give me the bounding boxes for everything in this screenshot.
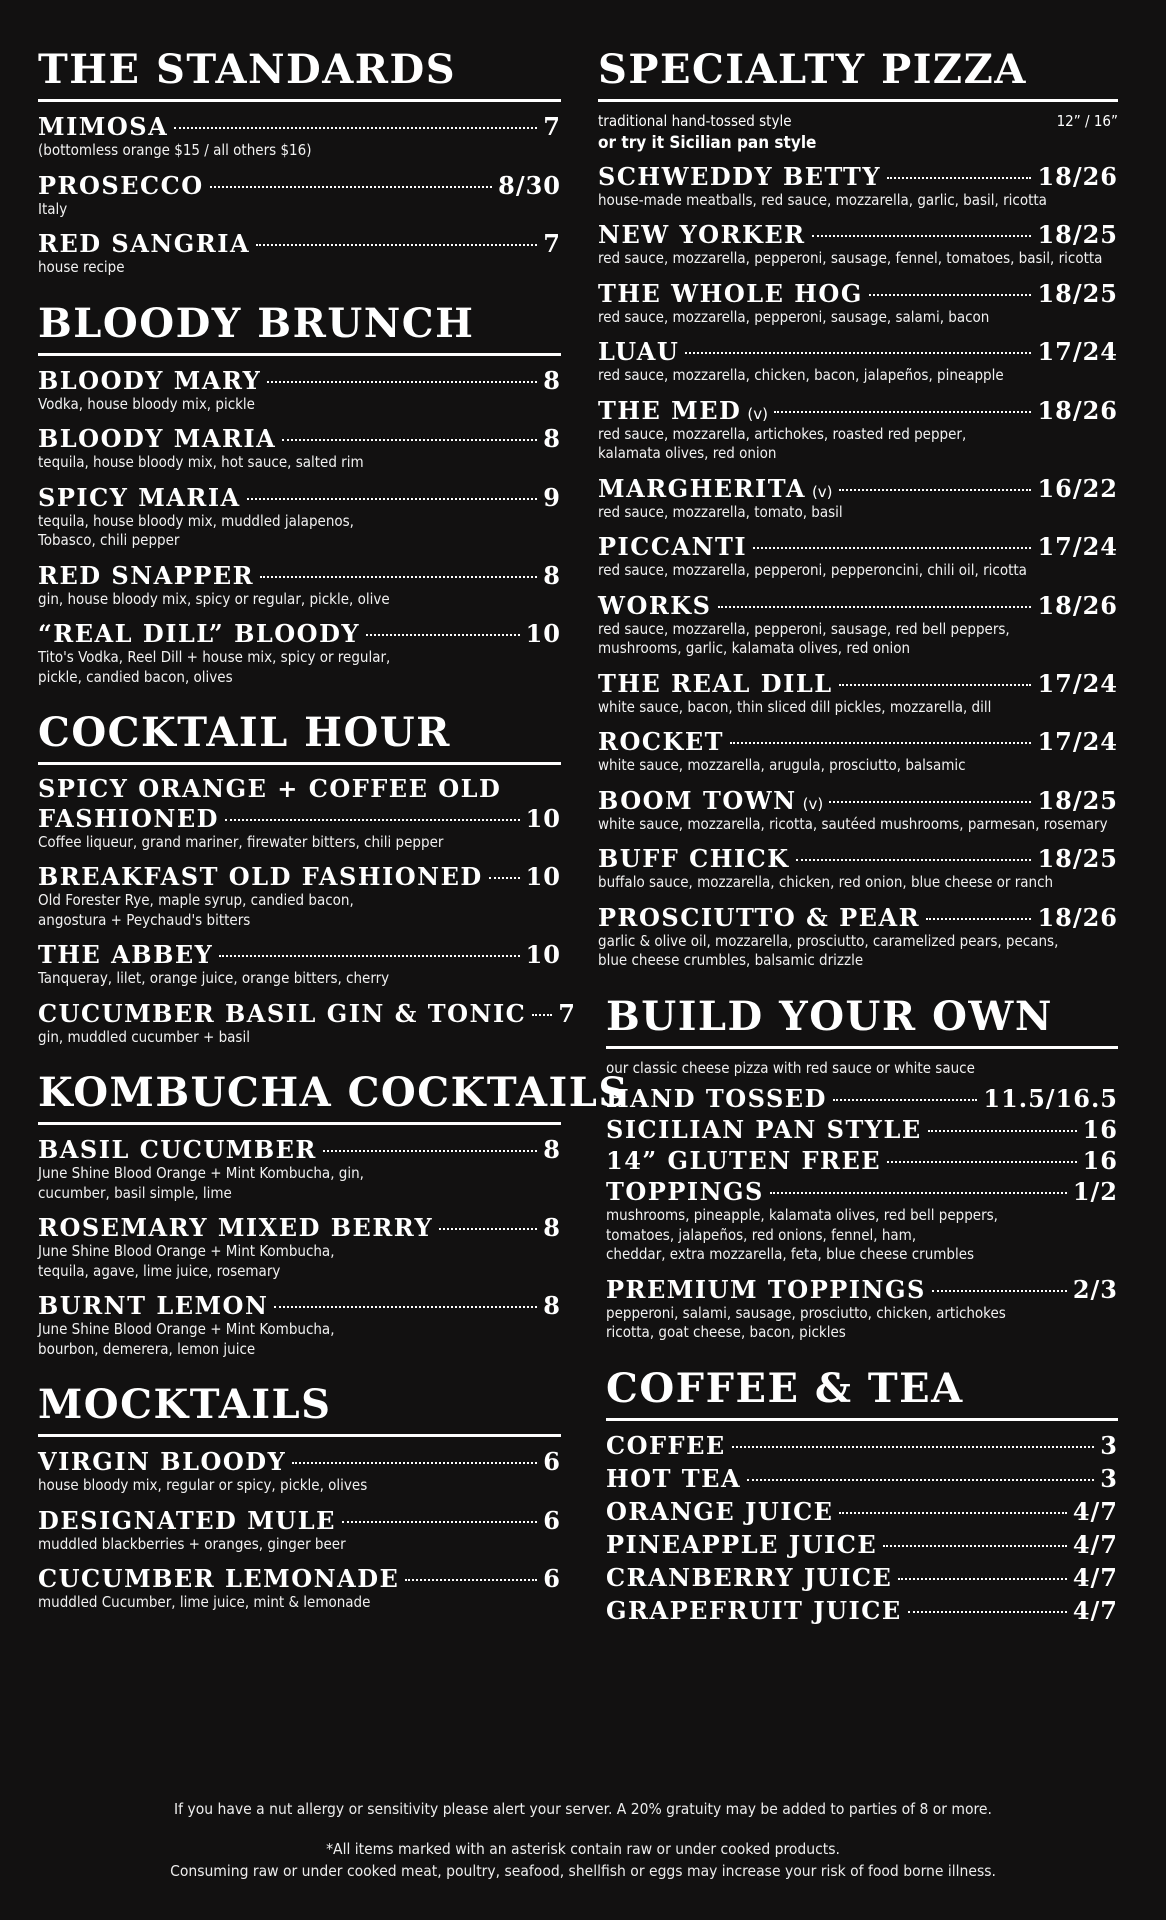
- byo-note: our classic cheese pizza with red sauce or white sauce: [606, 1058, 975, 1077]
- dot-leader: [532, 1014, 552, 1016]
- dot-leader: [267, 381, 537, 383]
- dot-leader: [260, 576, 537, 578]
- item-name: VIRGIN BLOODY: [38, 1447, 287, 1477]
- item-price: 18/26: [1037, 161, 1118, 191]
- item-description: Italy: [38, 199, 68, 218]
- item-price: 16: [1082, 1146, 1118, 1176]
- item-description: Vodka, house bloody mix, pickle: [38, 394, 255, 413]
- item-name: ROCKET: [598, 727, 724, 757]
- sicilian-note: or try it Sicilian pan style: [598, 132, 817, 153]
- item-description: mushrooms, pineapple, kalamata olives, red bell peppers, tomatoes, jalapeños, red onions, fennel, ham, cheddar, extra mozzarella, feta, blue cheese crumbles: [606, 1206, 998, 1264]
- item-name: ORANGE JUICE: [606, 1496, 834, 1526]
- dot-leader: [839, 684, 1032, 686]
- item-name: BURNT LEMON: [38, 1291, 269, 1321]
- section-kombucha-cocktails: [38, 1069, 629, 1359]
- item-name: 14” GLUTEN FREE: [606, 1146, 882, 1176]
- item-description: white sauce, bacon, thin sliced dill pickles, mozzarella, dill: [598, 697, 992, 716]
- menu-item: [598, 786, 1118, 835]
- item-price: 7: [543, 112, 561, 141]
- item-price: 3: [1100, 1463, 1118, 1493]
- menu-item: [38, 775, 561, 852]
- dot-leader: [833, 1099, 977, 1101]
- item-name: CUCUMBER BASIL GIN & TONIC: [38, 998, 527, 1028]
- dot-leader: [405, 1579, 537, 1581]
- dot-leader: [366, 634, 520, 636]
- item-description: Tito's Vodka, Reel Dill + house mix, spicy or regular, pickle, candied bacon, olives: [38, 648, 391, 686]
- item-price: 4/7: [1072, 1595, 1118, 1625]
- menu-item: [38, 1506, 561, 1555]
- dot-leader: [932, 1290, 1067, 1292]
- item-name: BLOODY MARY: [38, 365, 262, 395]
- menu-item: [598, 279, 1118, 328]
- item-name: LUAU: [598, 337, 680, 367]
- item-name: “REAL DILL” BLOODY: [38, 619, 361, 648]
- item-name: DESIGNATED MULE: [38, 1505, 336, 1535]
- item-name-first-line: SPICY ORANGE + COFFEE OLD: [38, 774, 502, 803]
- pizza-style-line: [598, 112, 1118, 132]
- item-description: garlic & olive oil, mozzarella, prosciutto, caramelized pears, pecans, blue cheese crumbles, balsamic drizzle: [598, 931, 1059, 970]
- menu-item: [598, 396, 1118, 464]
- menu-item: [606, 1464, 1118, 1493]
- dot-leader: [718, 606, 1032, 608]
- item-name: BREAKFAST OLD FASHIONED: [38, 862, 483, 892]
- item-name: BLOODY MARIA: [38, 424, 277, 453]
- item-description: red sauce, mozzarella, pepperoni, pepperoncini, chili oil, ricotta: [598, 561, 1027, 580]
- item-price: 17/24: [1037, 337, 1118, 367]
- dot-leader: [926, 918, 1031, 920]
- dot-leader: [796, 859, 1032, 861]
- item-name: ROSEMARY MIXED BERRY: [38, 1213, 434, 1243]
- dot-leader: [685, 352, 1031, 354]
- item-price: 18/25: [1037, 278, 1118, 308]
- dot-leader: [887, 177, 1031, 179]
- dot-leader: [869, 294, 1032, 296]
- section-title-bloody-brunch: BLOODY BRUNCH: [38, 304, 561, 356]
- section-title-build-your-own: BUILD YOUR OWN: [606, 997, 1118, 1049]
- item-price: 18/26: [1037, 902, 1118, 932]
- item-description: June Shine Blood Orange + Mint Kombucha, gin, cucumber, basil simple, lime: [38, 1164, 364, 1202]
- dot-leader: [225, 819, 520, 821]
- item-description: red sauce, mozzarella, pepperoni, sausage, fennel, tomatoes, basil, ricotta: [598, 249, 1103, 268]
- item-description: house bloody mix, regular or spicy, pickle, olives: [38, 1476, 368, 1495]
- item-price: 18/26: [1037, 395, 1118, 425]
- menu-item: [38, 1447, 561, 1496]
- item-price: 4/7: [1072, 1562, 1118, 1592]
- item-name: COFFEE: [606, 1430, 726, 1460]
- menu-item: [38, 862, 561, 930]
- item-price: 17/24: [1037, 727, 1118, 757]
- item-price: 6: [543, 1447, 561, 1477]
- item-name: RED SANGRIA: [38, 229, 251, 258]
- dot-leader: [219, 955, 519, 957]
- item-price: 8: [543, 365, 561, 395]
- section-title-standards: THE STANDARDS: [38, 50, 561, 102]
- item-description: white sauce, mozzarella, ricotta, sautéed mushrooms, parmesan, rosemary: [598, 814, 1108, 833]
- menu-item: [38, 619, 561, 687]
- dot-leader: [256, 244, 537, 246]
- item-name: MARGHERITA: [598, 473, 806, 503]
- section-title-kombucha-cocktails: KOMBUCHA COCKTAILS: [38, 1073, 561, 1125]
- menu-item: [606, 1275, 1118, 1343]
- item-name: CRANBERRY JUICE: [606, 1562, 893, 1592]
- section-cocktail-hour: [38, 709, 576, 1047]
- item-name: PROSCIUTTO & PEAR: [598, 902, 921, 932]
- footer-allergy-note: If you have a nut allergy or sensitivity please alert your server. A 20% gratuity may be added to parties of 8 or more.: [174, 1800, 992, 1818]
- menu-item: [598, 903, 1118, 971]
- menu-item: [38, 229, 561, 278]
- menu-item: [598, 669, 1118, 718]
- item-price: 3: [1100, 1430, 1118, 1460]
- item-description: Old Forester Rye, maple syrup, candied bacon, angostura + Peychaud's bitters: [38, 891, 354, 929]
- dot-leader: [883, 1545, 1067, 1547]
- section-mocktails: [38, 1381, 561, 1613]
- item-price: 10: [525, 619, 561, 648]
- menu-item: [598, 162, 1118, 211]
- item-name: SCHWEDDY BETTY: [598, 161, 882, 191]
- menu-item: [606, 1177, 1118, 1265]
- item-name: PROSECCO: [38, 170, 204, 200]
- dot-leader: [730, 742, 1031, 744]
- dot-leader: [774, 411, 1031, 413]
- item-description: pepperoni, salami, sausage, prosciutto, chicken, artichokes ricotta, goat cheese, bacon, pickles: [606, 1303, 1006, 1342]
- menu-item: [38, 112, 561, 161]
- section-specialty-pizza: [598, 46, 1118, 971]
- item-price: 16: [1082, 1115, 1118, 1145]
- menu-item: [606, 1530, 1118, 1559]
- dot-leader: [898, 1578, 1067, 1580]
- item-price: 8: [543, 1135, 561, 1165]
- menu-item: [38, 1564, 561, 1613]
- item-description: June Shine Blood Orange + Mint Kombucha, tequila, agave, lime juice, rosemary: [38, 1242, 335, 1280]
- dot-leader: [247, 498, 538, 500]
- item-description: Coffee liqueur, grand mariner, firewater bitters, chili pepper: [38, 832, 444, 851]
- item-price: 4/7: [1072, 1496, 1118, 1526]
- item-description: gin, muddled cucumber + basil: [38, 1027, 250, 1046]
- item-price: 8: [543, 560, 561, 590]
- dot-leader: [732, 1446, 1095, 1448]
- item-price: 10: [525, 862, 561, 892]
- dot-leader: [770, 1192, 1067, 1194]
- dot-leader: [747, 1479, 1094, 1481]
- item-description: red sauce, mozzarella, artichokes, roasted red pepper, kalamata olives, red onion: [598, 424, 967, 463]
- dot-leader: [282, 439, 537, 441]
- item-description: tequila, house bloody mix, muddled jalapenos, Tobasco, chili pepper: [38, 511, 354, 549]
- dot-leader: [292, 1462, 537, 1464]
- item-name: SICILIAN PAN STYLE: [606, 1115, 922, 1145]
- dot-leader: [928, 1130, 1077, 1132]
- item-price: 8: [543, 1213, 561, 1243]
- item-price: 6: [543, 1505, 561, 1535]
- item-price: 11.5/16.5: [983, 1084, 1118, 1114]
- dot-leader: [839, 1512, 1066, 1514]
- item-price: 7: [543, 229, 561, 258]
- menu-item: [598, 337, 1118, 386]
- dot-leader: [887, 1161, 1077, 1163]
- item-price: 10: [525, 803, 561, 833]
- dot-leader: [753, 547, 1031, 549]
- item-description: house recipe: [38, 258, 125, 276]
- item-price: 9: [543, 482, 561, 512]
- item-description: tequila, house bloody mix, hot sauce, salted rim: [38, 453, 364, 471]
- menu-item: [38, 1213, 561, 1281]
- item-price: 8/30: [498, 170, 561, 200]
- item-name: THE ABBEY: [38, 940, 214, 970]
- item-price: 2/3: [1072, 1274, 1118, 1304]
- menu-item: [38, 561, 561, 610]
- item-name: BOOM TOWN: [598, 785, 797, 815]
- item-name: BUFF CHICK: [598, 844, 790, 874]
- item-price: 6: [543, 1564, 561, 1594]
- item-description: white sauce, mozzarella, arugula, prosciutto, balsamic: [598, 756, 966, 775]
- pizza-sizes: 12” / 16”: [1056, 112, 1118, 130]
- item-description: red sauce, mozzarella, pepperoni, sausage, salami, bacon: [598, 307, 990, 326]
- dot-leader: [323, 1150, 537, 1152]
- item-name: THE MED: [598, 395, 742, 425]
- item-price: 8: [543, 1291, 561, 1321]
- menu-item: [598, 727, 1118, 776]
- item-name: THE REAL DILL: [598, 668, 833, 698]
- menu-item: [38, 1135, 561, 1203]
- footer-raw-warning: [0, 1839, 1166, 1882]
- dot-leader: [439, 1228, 537, 1230]
- item-name: THE WHOLE HOG: [598, 278, 863, 308]
- item-price: 17/24: [1037, 668, 1118, 698]
- item-price: 8: [543, 424, 561, 453]
- dot-leader: [174, 127, 537, 129]
- item-name: WORKS: [598, 590, 712, 620]
- menu-item: [606, 1115, 1118, 1144]
- item-name: PINEAPPLE JUICE: [606, 1529, 878, 1559]
- item-name: CUCUMBER LEMONADE: [38, 1564, 400, 1594]
- section-title-specialty-pizza: SPECIALTY PIZZA: [598, 50, 1118, 102]
- item-description: muddled blackberries + oranges, ginger beer: [38, 1534, 346, 1553]
- item-price: 18/25: [1037, 220, 1118, 250]
- menu-item: [38, 483, 561, 551]
- menu-item: [38, 366, 561, 415]
- item-name: MIMOSA: [38, 112, 169, 141]
- menu-item: [598, 220, 1118, 269]
- section-coffee-tea: [606, 1364, 1118, 1625]
- item-price: 18/26: [1037, 590, 1118, 620]
- item-price: 18/25: [1037, 785, 1118, 815]
- menu-item: [38, 1291, 561, 1359]
- menu-item: [38, 998, 576, 1048]
- left-column: [38, 46, 629, 1639]
- item-name: PREMIUM TOPPINGS: [606, 1274, 926, 1304]
- item-price: 16/22: [1037, 473, 1118, 503]
- section-build-your-own: [606, 992, 1118, 1343]
- dot-leader: [908, 1611, 1067, 1613]
- item-price: 4/7: [1072, 1529, 1118, 1559]
- dot-leader: [489, 877, 520, 879]
- item-description: Tanqueray, lilet, orange juice, orange bitters, cherry: [38, 969, 390, 988]
- dot-leader: [274, 1306, 537, 1308]
- section-bloody-brunch: [38, 299, 561, 688]
- footer-raw-line-2: Consuming raw or under cooked meat, poultry, seafood, shellfish or eggs may increase your risk of food borne illness.: [170, 1861, 996, 1880]
- item-name: PICCANTI: [598, 532, 748, 562]
- dot-leader: [829, 801, 1031, 803]
- item-name: GRAPEFRUIT JUICE: [606, 1595, 902, 1625]
- menu-item: [606, 1146, 1118, 1175]
- menu-item: [38, 940, 561, 989]
- menu-item: [606, 1431, 1118, 1460]
- section-standards: [38, 46, 561, 278]
- item-description: red sauce, mozzarella, chicken, bacon, jalapeños, pineapple: [598, 366, 1004, 385]
- item-name: NEW YORKER: [598, 220, 806, 250]
- item-price: 10: [525, 940, 561, 970]
- menu-item: [606, 1497, 1118, 1526]
- pizza-style-note: traditional hand-tossed style: [598, 112, 792, 130]
- menu-item: [598, 532, 1118, 581]
- dot-leader: [342, 1521, 537, 1523]
- menu-item: [606, 1563, 1118, 1592]
- item-name: TOPPINGS: [606, 1177, 764, 1207]
- dot-leader: [812, 235, 1032, 237]
- item-description: (bottomless orange $15 / all others $16): [38, 141, 312, 159]
- item-description: muddled Cucumber, lime juice, mint & lemonade: [38, 1593, 371, 1612]
- item-description: June Shine Blood Orange + Mint Kombucha, bourbon, demerera, lemon juice: [38, 1320, 335, 1358]
- item-name: FASHIONED: [38, 803, 219, 833]
- item-description: house-made meatballs, red sauce, mozzarella, garlic, basil, ricotta: [598, 190, 1047, 209]
- dot-leader: [839, 489, 1032, 491]
- dot-leader: [210, 186, 492, 188]
- item-price: 7: [558, 998, 576, 1028]
- menu-item: [606, 1596, 1118, 1625]
- menu-item: [38, 171, 561, 220]
- item-name: BASIL CUCUMBER: [38, 1135, 317, 1165]
- item-name: HAND TOSSED: [606, 1084, 827, 1114]
- item-name: SPICY MARIA: [38, 482, 241, 512]
- item-description: gin, house bloody mix, spicy or regular, pickle, olive: [38, 589, 390, 608]
- menu-item: [38, 424, 561, 473]
- vegetarian-marker: (v): [802, 794, 824, 813]
- menu-item: [598, 591, 1118, 659]
- item-price: 18/25: [1037, 844, 1118, 874]
- menu-item: [598, 474, 1118, 523]
- item-name: HOT TEA: [606, 1463, 742, 1493]
- item-name: RED SNAPPER: [38, 560, 255, 590]
- footer-raw-line-1: *All items marked with an asterisk contain raw or under cooked products.: [326, 1840, 840, 1858]
- section-title-coffee-tea: COFFEE & TEA: [606, 1369, 1118, 1421]
- item-description: red sauce, mozzarella, tomato, basil: [598, 502, 843, 521]
- item-description: buffalo sauce, mozzarella, chicken, red onion, blue cheese or ranch: [598, 873, 1054, 892]
- vegetarian-marker: (v): [747, 404, 768, 423]
- item-price: 1/2: [1072, 1177, 1118, 1207]
- right-column: [598, 46, 1118, 1651]
- section-title-mocktails: MOCKTAILS: [38, 1385, 561, 1437]
- item-description: red sauce, mozzarella, pepperoni, sausage, red bell peppers, mushrooms, garlic, kalamata olives, red onion: [598, 619, 1010, 658]
- section-title-cocktail-hour: COCKTAIL HOUR: [38, 713, 561, 765]
- vegetarian-marker: (v): [811, 482, 833, 501]
- item-price: 17/24: [1037, 532, 1118, 562]
- menu-item: [598, 844, 1118, 893]
- menu-item: [606, 1084, 1118, 1113]
